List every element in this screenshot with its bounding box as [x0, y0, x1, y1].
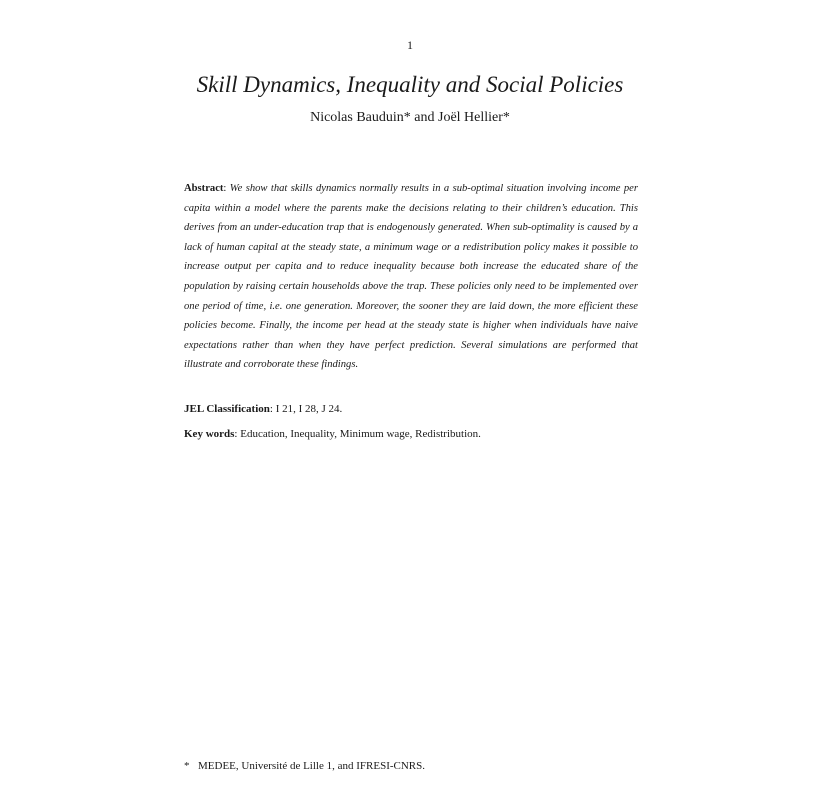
footnote-text: MEDEE, Université de Lille 1, and IFRESI-CNRS. [198, 760, 426, 772]
page-number: 1 [407, 38, 413, 52]
keywords-value: Education, Inequality, Minimum wage, Redistribution. [240, 428, 481, 440]
abstract [184, 179, 638, 375]
jel-separator: : [269, 403, 276, 415]
key-words [184, 428, 638, 440]
abstract-separator: : [223, 183, 230, 194]
footnote-mark: * [184, 760, 190, 772]
keywords-label: Key words [184, 428, 235, 440]
abstract-text: We show that skills dynamics normally results in a sub-optimal situation involving income per capita within a model where the parents make the decisions relating to their children’s education. This derives from an under-education trap that is endogenously generated. When sub-optimality is caused by a lack of human capital at the steady state, a minimum wage or a redistribution policy makes it possible to increase output per capita and to reduce inequality because both increase the educated share of the population by raising certain households above the trap. These policies only need to be implemented over one period of time, i.e. one generation. Moreover, the sooner they are laid down, the more efficient these policies become. Finally, the income per head at the steady state is higher when individuals have naive expectations rather than when they have perfect prediction. Several simulations are performed that illustrate and corroborate these findings. [184, 183, 638, 371]
footnote [184, 760, 638, 772]
jel-value: I 21, I 28, J 24. [275, 403, 343, 415]
authors: Nicolas Bauduin* and Joël Hellier* [310, 110, 510, 125]
jel-classification [184, 403, 638, 415]
abstract-label: Abstract [184, 183, 224, 194]
keywords-separator: : [234, 428, 241, 440]
paper-title: Skill Dynamics, Inequality and Social Policies [196, 72, 624, 97]
jel-label: JEL Classification [184, 403, 270, 415]
